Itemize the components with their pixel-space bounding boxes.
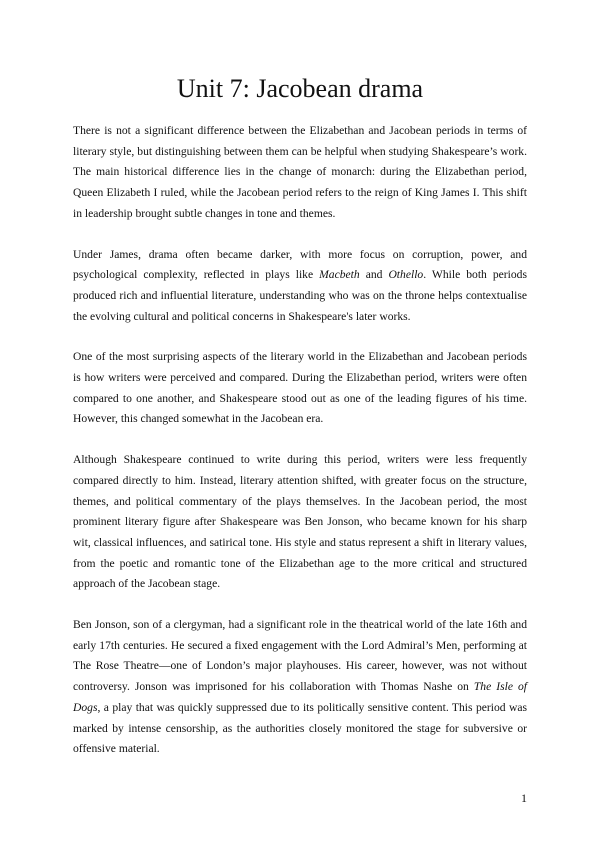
play-title-othello: Othello xyxy=(388,268,424,282)
paragraph-2 xyxy=(73,245,527,328)
paragraph-5-text-a: Ben Jonson, son of a clergyman, had a significant role in the theatrical world of the late 16th and early 17th centuries. He secured a fixed engagement with the Lord Admiral’s Men, performing at The Rose Theatre—one of London’s major playhouses. His career, however, was not without controversy. Jonson was imprisoned for his collaboration with Thomas Nashe on xyxy=(73,618,527,694)
paragraph-3-text: One of the most surprising aspects of the literary world in the Elizabethan and Jacobean periods is how writers were perceived and compared. During the Elizabethan period, writers were often compared to one another, and Shakespeare stood out as one of the leading figures of his time. However, this changed somewhat in the Jacobean era. xyxy=(73,350,527,426)
paragraph-1 xyxy=(73,121,527,225)
paragraph-3 xyxy=(73,347,527,430)
paragraph-4 xyxy=(73,450,527,595)
paragraph-2-text-a: Under James, drama often became darker, with more focus on corruption, power, and psychological complexity, reflected in plays like xyxy=(73,247,527,282)
play-title-isle-of-dogs: The Isle of Dogs xyxy=(73,680,527,714)
body-text xyxy=(73,121,527,780)
page-title: Unit 7: Jacobean drama xyxy=(176,74,424,103)
page-number: 1 xyxy=(521,791,527,805)
paragraph-4-text: Although Shakespeare continued to write during this period, writers were less frequently compared directly to him. Instead, literary attention shifted, with greater focus on the structure, themes, and political commentary of the plays themselves. In the Jacobean period, the most prominent literary figure after Shakespeare was Ben Jonson, who became known for his sharp wit, classical influences, and satirical tone. His style and status represent a shift in literary values, from the poetic and romantic tone of the Elizabethan age to the more critical and structured approach of the Jacobean stage. xyxy=(73,453,527,591)
paragraph-2-text-c: . While both periods produced rich and influential literature, understanding who was on the throne helps contextualise the evolving cultural and political concerns in Shakespeare's later works. xyxy=(73,268,527,323)
paragraph-2-text-b: and xyxy=(359,268,389,282)
play-title-macbeth: Macbeth xyxy=(319,268,360,282)
paragraph-5 xyxy=(73,615,527,760)
paragraph-5-text-b: , a play that was quickly suppressed due to its politically sensitive content. This period was marked by intense censorship, as the authorities closely monitored the stage for subversive or offensive material. xyxy=(73,700,527,756)
paragraph-1-text: There is not a significant difference between the Elizabethan and Jacobean periods in terms of literary style, but distinguishing between them can be helpful when studying Shakespeare’s work. The main historical difference lies in the change of monarch: during the Elizabethan period, Queen Elizabeth I ruled, while the Jacobean period refers to the reign of King James I. This shift in leadership brought subtle changes in tone and themes. xyxy=(73,124,527,220)
